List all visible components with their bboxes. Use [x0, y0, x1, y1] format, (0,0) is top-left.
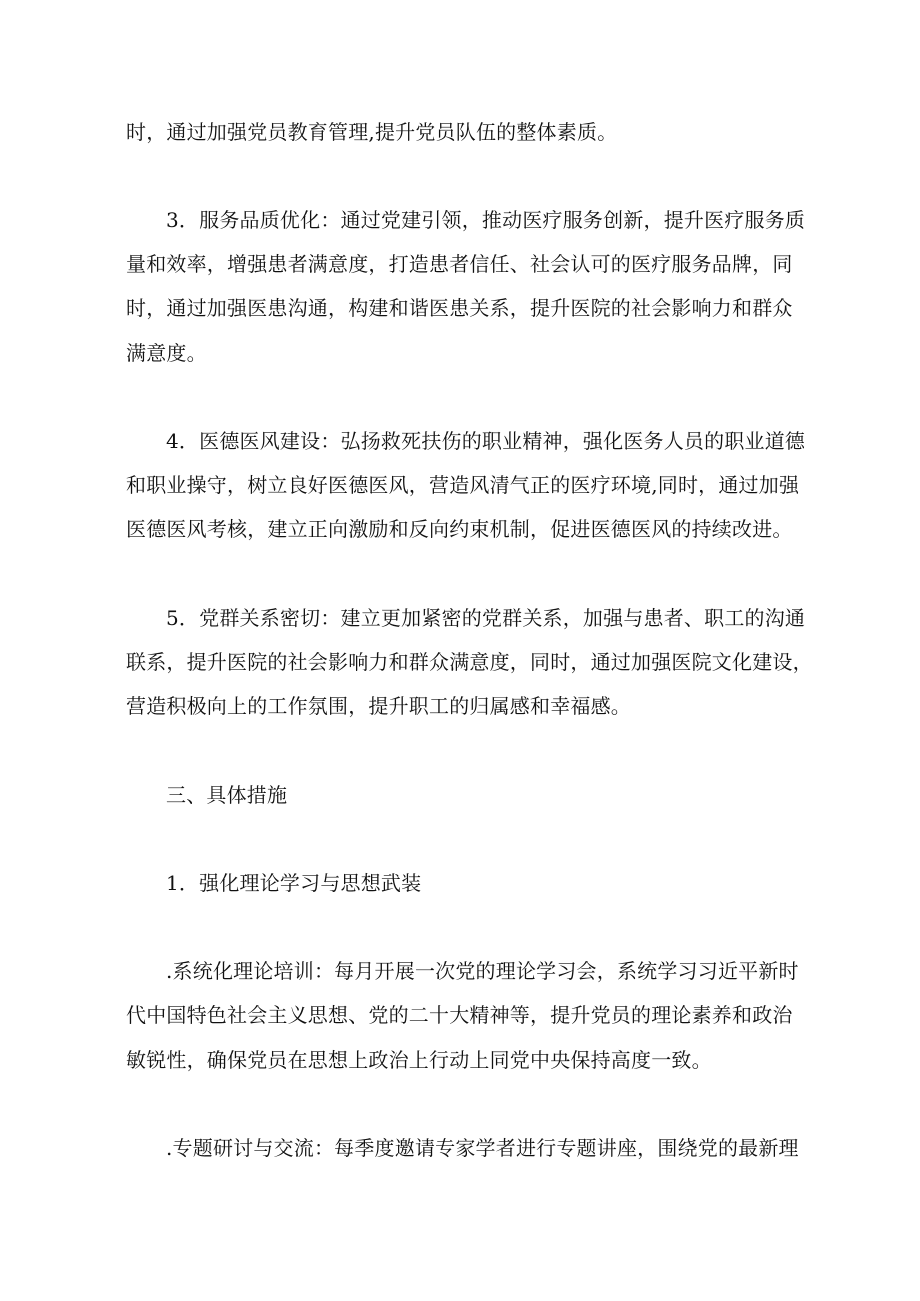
- section-heading-3: 三、具体措施: [166, 783, 288, 807]
- item-3-line-3: 时，通过加强医患沟通，构建和谐医患关系，提升医院的社会影响力和群众: [126, 296, 793, 320]
- item-4-line-1: 4．医德医风建设：弘扬救死扶伤的职业精神，强化医务人员的职业道德: [166, 429, 806, 453]
- measure-1-line-2: 代中国特色社会主义思想、党的二十大精神等，提升党员的理论素养和政治: [126, 1003, 793, 1027]
- item-3-line-4: 满意度。: [126, 341, 207, 365]
- item-3-line-2: 量和效率，增强患者满意度，打造患者信任、社会认可的医疗服务品牌，同: [126, 252, 793, 276]
- item-3-line-1: 3．服务品质优化：通过党建引领，推动医疗服务创新，提升医疗服务质: [166, 208, 806, 232]
- measure-2-line-1: .专题研讨与交流：每季度邀请专家学者进行专题讲座，围绕党的最新理: [166, 1136, 799, 1160]
- item-4-line-2: 和职业操守，树立良好医德医风，营造风清气正的医疗环境,同时，通过加强: [126, 473, 800, 497]
- paragraph-2-line-end: 时，通过加强党员教育管理,提升党员队伍的整体素质。: [126, 120, 618, 144]
- measure-1-line-3: 敏锐性，确保党员在思想上政治上行动上同党中央保持高度一致。: [126, 1048, 712, 1072]
- measure-1-line-1: .系统化理论培训：每月开展一次党的理论学习会，系统学习习近平新时: [166, 959, 799, 983]
- subsection-heading-1: 1．强化理论学习与思想武装: [166, 871, 422, 895]
- item-5-line-3: 营造积极向上的工作氛围，提升职工的归属感和幸福感。: [126, 694, 631, 718]
- item-4-line-3: 医德医风考核，建立正向激励和反向约束机制，促进医德医风的持续改进。: [126, 517, 793, 541]
- item-5-line-2: 联系，提升医院的社会影响力和群众满意度，同时，通过加强医院文化建设，: [126, 650, 813, 674]
- item-5-line-1: 5．党群关系密切：建立更加紧密的党群关系，加强与患者、职工的沟通: [166, 606, 806, 630]
